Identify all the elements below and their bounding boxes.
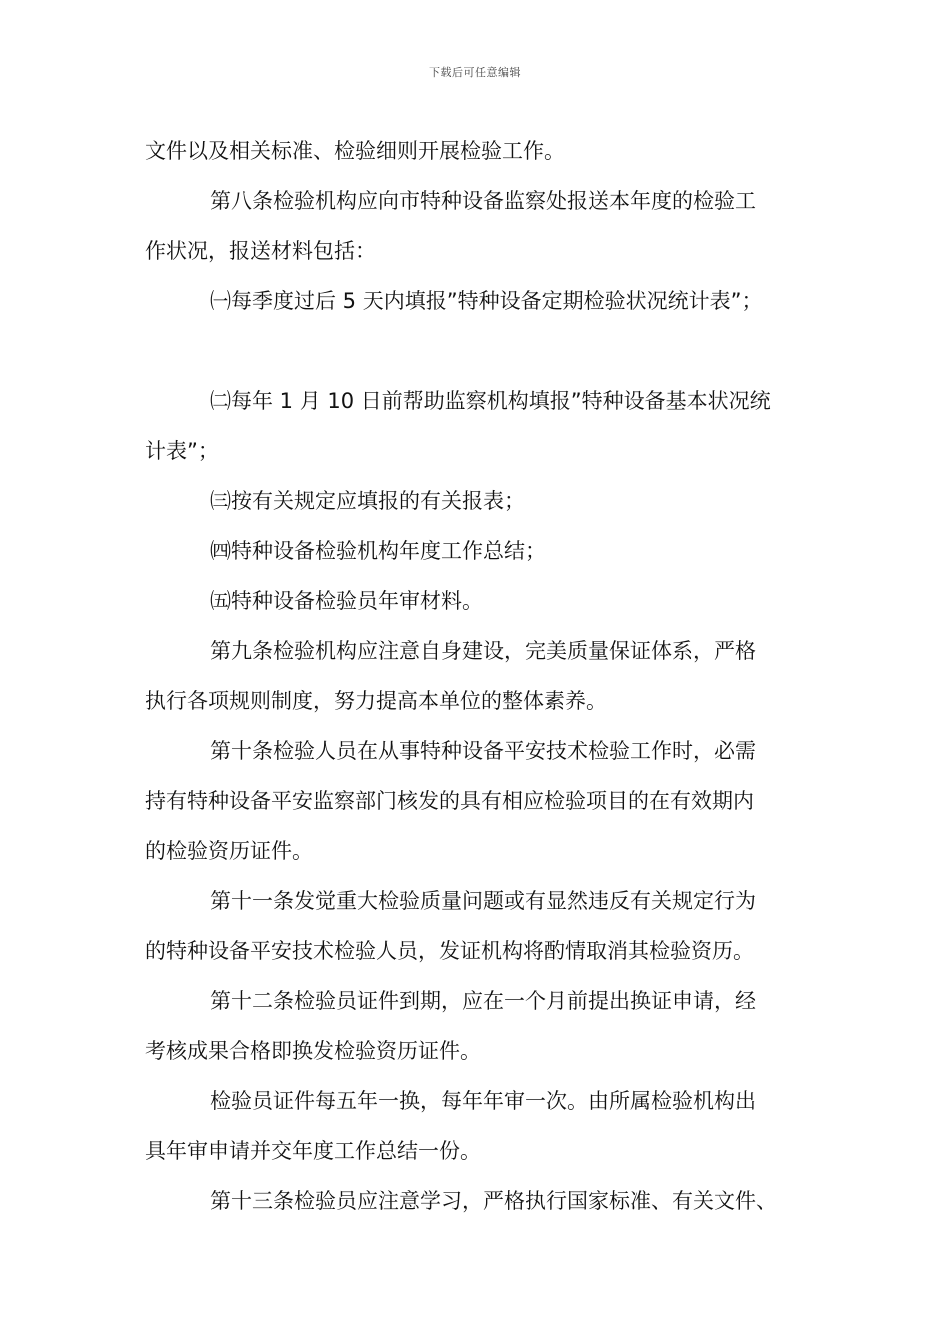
page-header: 下载后可任意编辑 [429, 66, 521, 79]
article-8-line-2: 作状况，报送材料包括： [145, 239, 376, 263]
list-item-5: ㈤特种设备检验员年审材料。 [210, 589, 483, 613]
article-10-line-3: 的检验资历证件。 [145, 839, 313, 863]
article-8-line-1: 第八条检验机构应向市特种设备监察处报送本年度的检验工 [210, 189, 756, 213]
article-12-line-2: 考核成果合格即换发检验资历证件。 [145, 1039, 481, 1063]
article-11-line-1: 第十一条发觉重大检验质量问题或有显然违反有关规定行为 [210, 889, 756, 913]
renewal-note-line-1: 检验员证件每五年一换，每年年审一次。由所属检验机构出 [210, 1089, 756, 1113]
text-line-continuation: 文件以及相关标准、检验细则开展检验工作。 [145, 139, 565, 163]
list-item-3: ㈢按有关规定应填报的有关报表； [210, 489, 525, 513]
list-item-2-line-2: 计表”； [145, 439, 219, 463]
article-9-line-1: 第九条检验机构应注意自身建设，完美质量保证体系，严格 [210, 639, 756, 663]
list-item-2-line-1: ㈡每年 1 月 10 日前帮助监察机构填报”特种设备基本状况统 [210, 389, 771, 413]
list-item-1: ㈠每季度过后 5 天内填报”特种设备定期检验状况统计表”； [210, 289, 763, 313]
article-9-line-2: 执行各项规则制度，努力提高本单位的整体素养。 [145, 689, 607, 713]
list-item-4: ㈣特种设备检验机构年度工作总结； [210, 539, 546, 563]
article-13-line-1: 第十三条检验员应注意学习，严格执行国家标准、有关文件、 [210, 1189, 777, 1213]
article-11-line-2: 的特种设备平安技术检验人员，发证机构将酌情取消其检验资历。 [145, 939, 754, 963]
article-10-line-2: 持有特种设备平安监察部门核发的具有相应检验项目的在有效期内 [145, 789, 754, 813]
article-12-line-1: 第十二条检验员证件到期，应在一个月前提出换证申请，经 [210, 989, 756, 1013]
renewal-note-line-2: 具年审申请并交年度工作总结一份。 [145, 1139, 481, 1163]
article-10-line-1: 第十条检验人员在从事特种设备平安技术检验工作时，必需 [210, 739, 756, 763]
